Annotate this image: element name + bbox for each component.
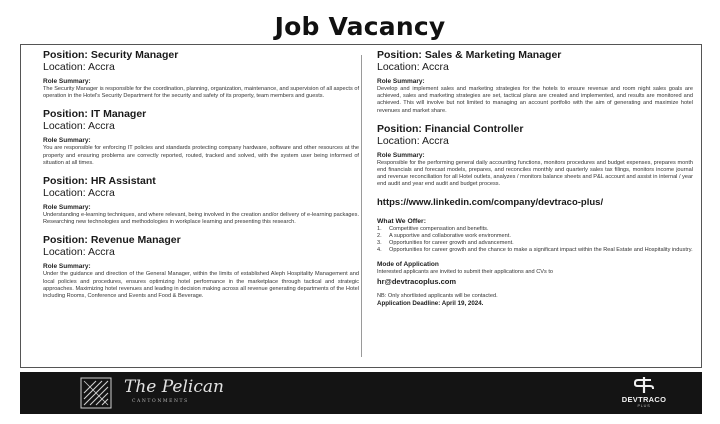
job-location: Location: Accra [43,61,115,73]
role-summary-heading: Role Summary: [43,263,91,271]
offer-item-number: 3. [377,240,382,247]
devtraco-logo-text: DEVTRACO [621,395,667,404]
shortlist-note: NB: Only shortlisted applicants will be contacted. [377,292,498,299]
pelican-logo-text: The Pelican [124,377,224,397]
role-summary-heading: Role Summary: [377,151,425,159]
devtraco-logo-icon [634,377,654,393]
footer-bar [20,372,702,414]
role-summary-heading: Role Summary: [43,137,91,145]
offer-item-number: 2. [377,232,382,239]
job-revenue-manager [43,234,359,300]
job-location: Location: Accra [377,134,449,147]
role-summary-text: Under the guidance and direction of the General Manager, within the limits of established Aleph Hospitality Management and local policies and procedures, ensures optimizing hotel performance in the marketplace through tactical and strategic approaches. Maximizing hotel revenues and leading in decision making across all revenue generating departments of the Hotel including Rooms, Conference and Events and Food & Beverage. [43,271,359,300]
offer-item [377,233,693,240]
offer-item-text: Opportunities for career growth and the chance to make a significant impact within the Real Estate and Hospitality industry. [389,247,693,254]
application-instructions: Interested applicants are invited to submit their applications and CVs to [377,269,553,276]
job-position: Position: Sales & Marketing Manager [377,49,562,61]
role-summary-text: Responsible for the performing general daily accounting functions, monitors procedures and budget expenses, prepares month end financials and forecast models, prepares, and reconciles monthly and quarterly sales tax filings, monitors income journal and revenue reconciliation for all Hotel outlets, analyzes / monitors balance sheets and P&L account and assist in internal / year end audit and year end audit and budget process. [377,159,693,188]
offer-item-text: Competitive compensation and benefits. [389,225,489,232]
offer-list [377,226,693,255]
application-deadline: Application Deadline: April 19, 2024. [377,299,484,307]
application-mode-heading: Mode of Application [377,261,439,269]
role-summary-text: Develop and implement sales and marketing strategies for the hotels to ensure revenue and room night sales goals are achieved, sales and marketing strategies are set, tactical plans are created and implemented, and results are monitored and achieved. This will involve but not limited to managing an account portfolio with the aim of generating and maximize hotel revenues and market share. [377,86,693,114]
role-summary-text: You are responsible for enforcing IT policies and standards protecting company hardware, software and other resources at the property and ensuring problems are correctly reported, routed, tracked and solved, with the system user being informed of situation at all times. [43,145,359,166]
job-sales-marketing-manager [377,49,693,115]
job-position: Position: HR Assistant [43,175,156,188]
job-it-manager [43,108,359,167]
offer-item-number: 1. [377,225,382,232]
linkedin-link[interactable]: https://www.linkedin.com/company/devtraco-plus/ [377,196,604,208]
job-location: Location: Accra [43,246,115,259]
right-column [377,49,693,308]
job-location: Location: Accra [43,120,115,133]
column-divider [361,55,362,357]
job-security-manager [43,49,359,100]
job-location: Location: Accra [43,187,115,200]
job-position: Position: Security Manager [43,49,179,61]
job-position: Position: Revenue Manager [43,234,181,247]
offer-item [377,247,693,254]
offer-item-text: A supportive and collaborative work environment. [389,232,511,239]
pelican-emblem-icon [80,377,112,409]
devtraco-logo-subtext: PLUS [637,404,651,408]
job-location: Location: Accra [377,61,449,73]
role-summary-heading: Role Summary: [43,78,91,85]
offer-item-text: Opportunities for career growth and advancement. [389,240,514,247]
page-title: Job Vacancy [274,12,446,41]
left-column [43,49,359,308]
offer-item-number: 4. [377,247,382,254]
offer-heading: What We Offer: [377,217,426,225]
job-hr-assistant [43,175,359,226]
offer-item [377,226,693,233]
vacancy-frame [20,44,702,368]
job-position: Position: Financial Controller [377,122,524,135]
application-email[interactable]: hr@devtracoplus.com [377,276,456,286]
role-summary-text: The Security Manager is responsible for the coordination, planning, organization, maintenance, and supervision of all aspects of operation in the Hotel's Security Department for the security and safety of its property, team members and guests. [43,86,359,100]
offer-item [377,240,693,247]
role-summary-heading: Role Summary: [377,78,425,85]
role-summary-heading: Role Summary: [43,204,91,212]
pelican-logo-subtext: CANTONMENTS [132,399,189,404]
role-summary-text: Understanding e-learning techniques, and where relevant, being involved in the creation and/or delivery of e-learning packages. Researching new technologies and methodologies in workplace learning and presenting this research. [43,212,359,226]
job-vacancy-page [12,6,708,418]
job-financial-controller [377,123,693,189]
job-position: Position: IT Manager [43,108,147,121]
